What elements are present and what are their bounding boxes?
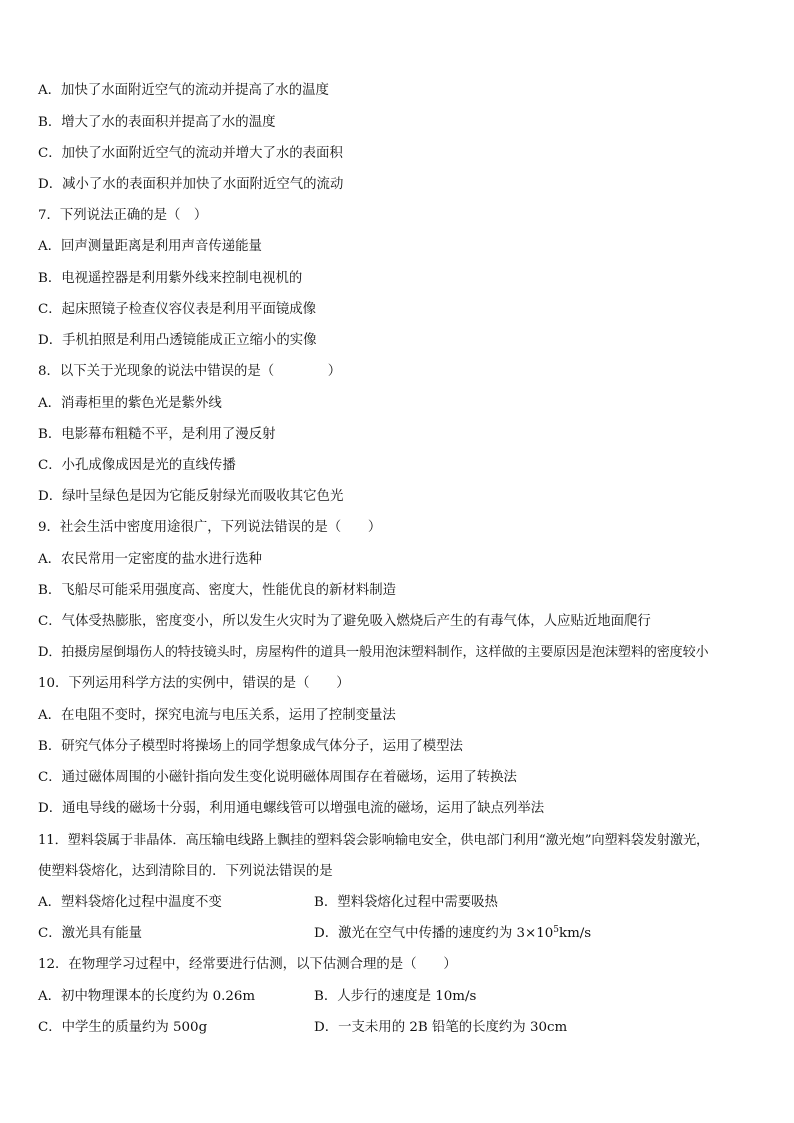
q10-stem: 10．下列运用科学方法的实例中，错误的是（ ） <box>38 676 350 691</box>
q12-option-c: C．中学生的质量约为 500g <box>38 1020 208 1035</box>
q10-option-c: C．通过磁体周围的小磁针指向发生变化说明磁体周围存在着磁场，运用了转换法 <box>38 770 517 785</box>
prev-question-option-a: A．加快了水面附近空气的流动并提高了水的温度 <box>38 83 329 98</box>
q8-option-a: A．消毒柜里的紫色光是紫外线 <box>38 396 222 411</box>
q8-option-c: C．小孔成像成因是光的直线传播 <box>38 458 236 473</box>
q11-option-d <box>314 925 591 943</box>
q12-option-b: B．人步行的速度是 10m/s <box>314 989 477 1004</box>
q12-option-d: D．一支未用的 2B 铅笔的长度约为 30cm <box>314 1020 568 1035</box>
q11-stem-line1: 11．塑料袋属于非晶体．高压输电线路上飘挂的塑料袋会影响输电安全，供电部门利用“激光炮”向塑料袋发射激光， <box>38 833 710 848</box>
q11-option-d-text: D．激光在空气中传播的速度约为 3×10 <box>314 926 554 941</box>
q11-option-b: B．塑料袋熔化过程中需要吸热 <box>314 895 498 910</box>
q9-option-a: A．农民常用一定密度的盐水进行选种 <box>38 552 262 567</box>
q11-option-c: C．激光具有能量 <box>38 926 142 941</box>
q9-option-c: C．气体受热膨胀，密度变小，所以发生火灾时为了避免吸入燃烧后产生的有毒气体，人应贴近地面爬行 <box>38 614 651 629</box>
q10-option-a: A．在电阻不变时，探究电流与电压关系，运用了控制变量法 <box>38 708 396 723</box>
q11-option-a: A．塑料袋熔化过程中温度不变 <box>38 895 222 910</box>
q7-option-b: B．电视遥控器是利用紫外线来控制电视机的 <box>38 271 303 286</box>
q8-option-b: B．电影幕布粗糙不平，是利用了漫反射 <box>38 427 276 442</box>
prev-question-option-c: C．加快了水面附近空气的流动并增大了水的表面积 <box>38 146 343 161</box>
q11-option-d-unit: km/s <box>558 926 592 941</box>
prev-question-option-d: D．减小了水的表面积并加快了水面附近空气的流动 <box>38 177 344 192</box>
q9-stem: 9．社会生活中密度用途很广，下列说法错误的是（ ） <box>38 520 382 535</box>
q8-option-d: D．绿叶呈绿色是因为它能反射绿光而吸收其它色光 <box>38 489 344 504</box>
q11-option-d-exponent: 5 <box>553 925 559 935</box>
q9-option-d: D．拍摄房屋倒塌伤人的特技镜头时，房屋构件的道具一般用泡沫塑料制作，这样做的主要原因是泡沫塑料的密度较小 <box>38 645 709 660</box>
q12-option-a: A．初中物理课本的长度约为 0.26m <box>38 989 256 1004</box>
q7-stem: 7．下列说法正确的是（ ） <box>38 208 208 223</box>
q7-option-a: A．回声测量距离是利用声音传递能量 <box>38 239 262 254</box>
q9-option-b: B．飞船尽可能采用强度高、密度大，性能优良的新材料制造 <box>38 583 396 598</box>
q10-option-b: B．研究气体分子模型时将操场上的同学想象成气体分子，运用了模型法 <box>38 739 463 754</box>
q11-stem-line2: 使塑料袋熔化，达到清除目的．下列说法错误的是 <box>38 864 333 879</box>
q12-stem: 12．在物理学习过程中，经常要进行估测，以下估测合理的是（ ） <box>38 957 457 972</box>
prev-question-option-b: B．增大了水的表面积并提高了水的温度 <box>38 115 276 130</box>
q7-option-c: C．起床照镜子检查仪容仪表是利用平面镜成像 <box>38 302 317 317</box>
q7-option-d: D．手机拍照是利用凸透镜能成正立缩小的实像 <box>38 333 317 348</box>
q8-stem: 8．以下关于光现象的说法中错误的是（ ） <box>38 364 342 379</box>
q10-option-d: D．通电导线的磁场十分弱，利用通电螺线管可以增强电流的磁场，运用了缺点列举法 <box>38 801 545 816</box>
